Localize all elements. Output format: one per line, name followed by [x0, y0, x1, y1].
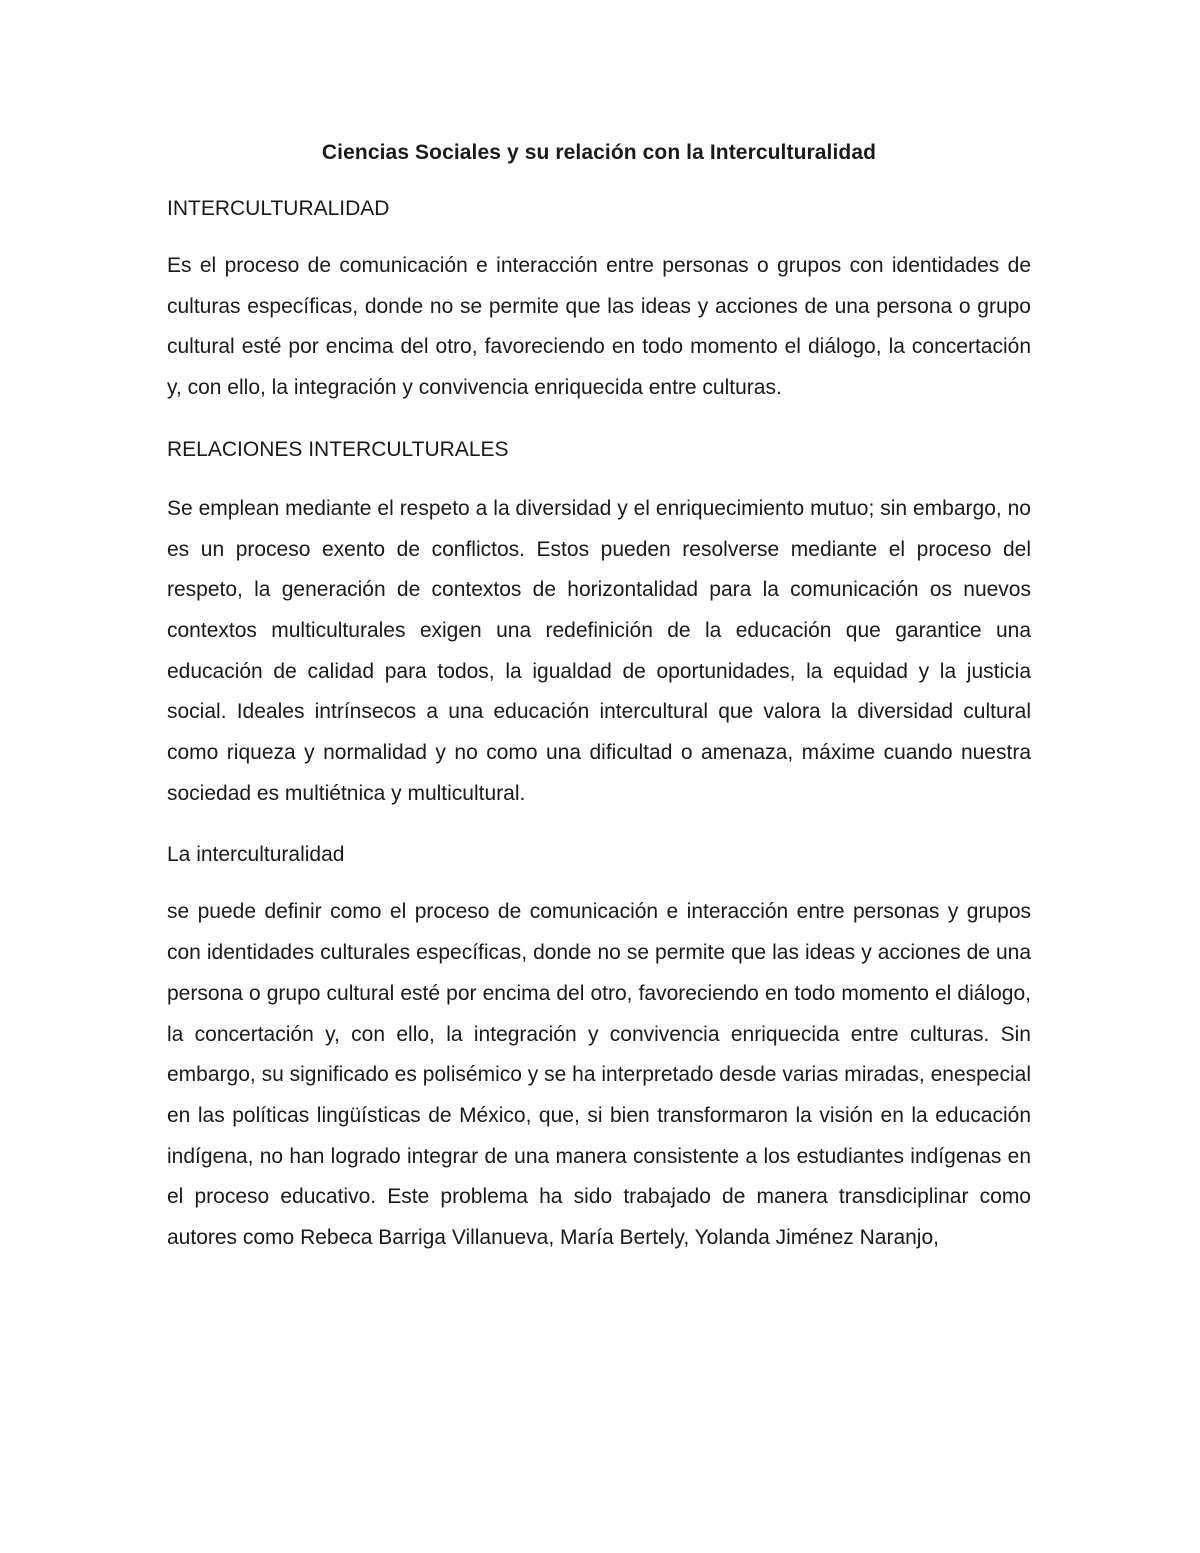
paragraph-la-interculturalidad: se puede definir como el proceso de comunicación e interacción entre personas y grupos con identidades culturales específicas, donde no se permite que las ideas y acciones de una persona o grupo cultural esté por encima del otro, favoreciendo en todo momento el diálogo, la concertación y, con ello, la integración y convivencia enriquecida entre culturas. Sin embargo, su significado es polisémico y se ha interpretado desde varias miradas, enespecial en las políticas lingüísticas de México, que, si bien transformaron la visión en la educación indígena, no han logrado integrar de una manera consistente a los estudiantes indígenas en el proceso educativo. Este problema ha sido trabajado de manera transdiciplinar como autores como Rebeca Barriga Villanueva, María Bertely, Yolanda Jiménez Naranjo,: [167, 900, 1031, 1250]
document-body: [167, 138, 1031, 1259]
document-title: Ciencias Sociales y su relación con la Interculturalidad: [321, 141, 877, 164]
section-heading-la-interculturalidad: La interculturalidad: [167, 843, 345, 867]
section-heading-interculturalidad: INTERCULTURALIDAD: [167, 197, 390, 220]
paragraph-interculturalidad: Es el proceso de comunicación e interacción entre personas o grupos con identidades de culturas específicas, donde no se permite que las ideas y acciones de una persona o grupo cultural esté por encima del otro, favoreciendo en todo momento el diálogo, la concertación y, con ello, la integración y convivencia enriquecida entre culturas.: [167, 254, 1031, 400]
section-heading-relaciones-interculturales: RELACIONES INTERCULTURALES: [167, 437, 509, 461]
paragraph-relaciones-interculturales: Se emplean mediante el respeto a la diversidad y el enriquecimiento mutuo; sin embargo, no es un proceso exento de conflictos. Estos pueden resolverse mediante el proceso del respeto, la generación de contextos de horizontalidad para la comunicación os nuevos contextos multiculturales exigen una redefinición de la educación que garantice una educación de calidad para todos, la igualdad de oportunidades, la equidad y la justicia social. Ideales intrínsecos a una educación intercultural que valora la diversidad cultural como riqueza y normalidad y no como una dificultad o amenaza, máxime cuando nuestra sociedad es multiétnica y multicultural.: [167, 496, 1031, 805]
